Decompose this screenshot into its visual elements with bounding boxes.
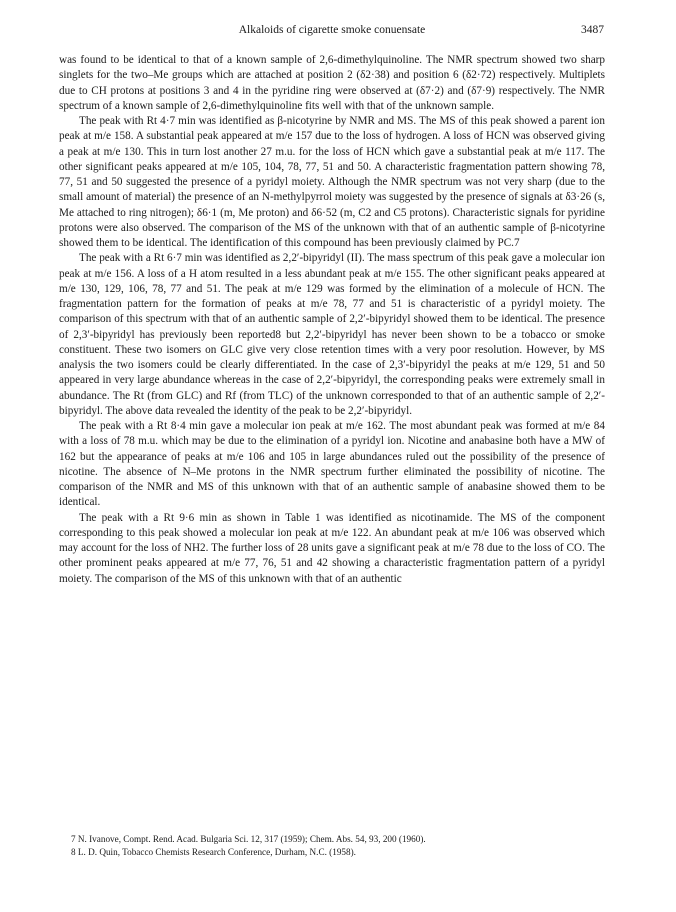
paragraph-anabasine: The peak with a Rt 8·4 min gave a molecular ion peak at m/e 162. The most abundant peak was formed at m/e 84 with a loss of 78 m.u. which may be due to the elimination of a pyridyl ion. Nicotine and anabasine both have a MW of 162 but the appearance of peaks at m/e 106 and 105 in large abundances ruled out the possibility of the presence of nicotine. The absence of N–Me protons in the NMR spectrum further eliminated the possibility of nicotine. The comparison of the NMR and MS of this unknown with that of an authentic sample of anabasine showed them to be identical. — [59, 420, 605, 509]
page-number: 3487 — [581, 24, 604, 36]
footnote-8: 8 L. D. Quin, Tobacco Chemists Research Conference, Durham, N.C. (1958). — [71, 846, 356, 857]
paragraph-2-2-bipyridyl: The peak with a Rt 6·7 min was identified as 2,2′-bipyridyl (II). The mass spectrum of this peak gave a molecular ion peak at m/e 156. A loss of a H atom resulted in a less abundant peak at m/e 155. The other significant peaks appeared at m/e 130, 129, 106, 78, 77 and 51. The peak at m/e 129 was formed by the elimination of a molecule of HCN. The fragmentation pattern for the formation of peaks at m/e 78, 77 and 51 is characteristic of a pyridyl moiety. The comparison of this spectrum with that of an authentic sample of 2,2′-bipyridyl showed them to be identical. The presence of 2,3′-bipyridyl has previously been reported8 but 2,2′-bipyridyl has never been shown to be a tobacco or smoke constituent. These two isomers on GLC give very close retention times with a very poor resolution. However, by MS analysis the two isomers could be clearly differentiated. In the case of 2,3′-bipyridyl the peaks at m/e 129, 51 and 50 appeared in very large abundance whereas in the case of 2,2′-bipyridyl, the corresponding peaks were extremely small in abundance. The Rt (from GLC) and Rf (from TLC) of the unknown corresponded to that of an authentic sample of 2,2′-bipyridyl. The above data revealed the identity of the peak to be 2,2′-bipyridyl. — [59, 252, 605, 417]
running-head — [60, 22, 604, 38]
article-body — [59, 53, 605, 587]
footnote-7: 7 N. Ivanove, Compt. Rend. Acad. Bulgaria Sci. 12, 317 (1959); Chem. Abs. 54, 93, 200 (1960). — [71, 834, 426, 844]
paragraph-2-6-dimethylquinoline: was found to be identical to that of a known sample of 2,6-dimethylquinoline. The NMR spectrum showed two sharp singlets for the two–Me groups which are attached at position 2 (δ2·38) and position 6 (δ2·72) respectively. Multiplets due to CH protons at positions 3 and 4 in the pyridine ring were observed at (δ7·2) and (δ7·9) respectively. The NMR spectrum of a known sample of 2,6-dimethylquinoline fits well with that of the unknown sample. — [59, 54, 605, 112]
paragraph-beta-nicotyrine: The peak with Rt 4·7 min was identified as β-nicotyrine by NMR and MS. The MS of this peak showed a parent ion peak at m/e 158. A substantial peak appeared at m/e 157 due to the loss of hydrogen. A loss of HCN was observed giving a peak at m/e 130. This in turn lost another 27 m.u. for the loss of HCN which gave a substantial peak at m/e 117. The other significant peaks appeared at m/e 105, 104, 78, 77, 51 and 50. A characteristic fragmentation pattern showing 78, 77, 51 and 50 suggested the presence of a pyridyl moiety. Although the NMR spectrum was not very sharp (due to the small amount of material) the presence of an N-methylpyrrol moiety was suggested by the presence of signals at δ3·26 (s, Me attached to ring nitrogen); δ6·1 (m, Me proton) and δ6·52 (m, C2 and C5 protons). Characteristic signals for pyridine protons were also observed. The comparison of the MS of the unknown with that of an authentic sample of β-nicotyrine showed them to be identical. The identification of this compound has been previously claimed by PC.7 — [59, 115, 605, 249]
running-title: Alkaloids of cigarette smoke conuensate — [238, 24, 426, 36]
footnotes — [59, 833, 605, 858]
paragraph-nicotinamide: The peak with a Rt 9·6 min as shown in Table 1 was identified as nicotinamide. The MS of the component corresponding to this peak showed a molecular ion peak at m/e 122. An abundant peak at m/e 106 was observed which may account for the loss of NH2. The further loss of 28 units gave a significant peak at m/e 78 due to the loss of CO. The other prominent peaks appeared at m/e 77, 76, 51 and 42 showing a characteristic fragmentation pattern of a pyridyl moiety. The comparison of the MS of this unknown with that of an authentic — [59, 511, 605, 585]
